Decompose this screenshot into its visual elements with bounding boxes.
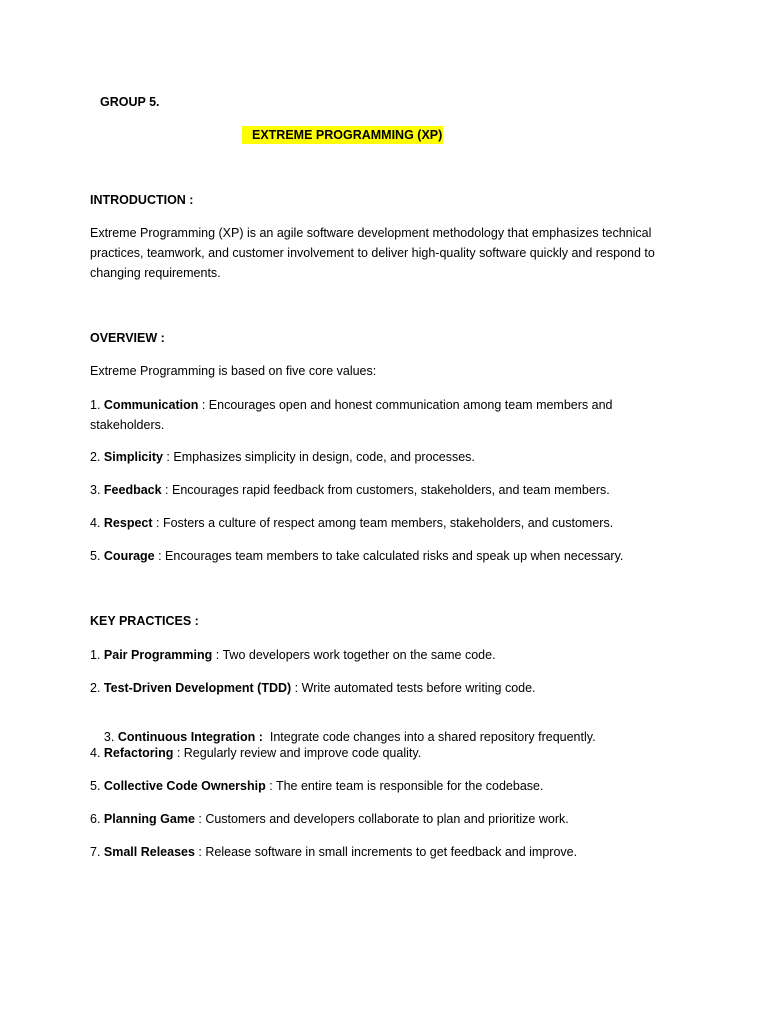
practice-term: Planning Game bbox=[103, 812, 195, 826]
core-value-description: : Encourages rapid feedback from customers, stakeholders, and team members. bbox=[161, 483, 610, 497]
practice-item bbox=[90, 680, 536, 696]
practice-term: Collective Code Ownership bbox=[103, 779, 266, 793]
practice-description: : Write automated tests before writing code. bbox=[291, 681, 536, 695]
core-value-number: 3. bbox=[90, 483, 104, 497]
core-value-number: 2. bbox=[90, 450, 104, 464]
core-value-term: Respect bbox=[103, 516, 153, 530]
practice-term: Refactoring bbox=[103, 746, 174, 760]
practice-number: 4. bbox=[90, 746, 104, 760]
core-value-term: Communication bbox=[103, 398, 199, 412]
practice-term: Continuous Integration : bbox=[117, 730, 263, 744]
practice-term: Pair Programming bbox=[103, 648, 213, 662]
core-value-description: : Fosters a culture of respect among team members, stakeholders, and customers. bbox=[152, 516, 614, 530]
practice-item bbox=[90, 844, 577, 860]
core-value-number: 5. bbox=[90, 549, 104, 563]
core-value-term: Feedback bbox=[103, 483, 162, 497]
practice-number: 7. bbox=[90, 845, 104, 859]
document-title: EXTREME PROGRAMMING (XP) bbox=[242, 126, 443, 144]
core-value-number: 4. bbox=[90, 516, 104, 530]
introduction-heading: INTRODUCTION : bbox=[90, 193, 194, 207]
core-value-number: 1. bbox=[90, 398, 104, 412]
practice-description: : Two developers work together on the same code. bbox=[212, 648, 496, 662]
practice-description: : Regularly review and improve code quality. bbox=[173, 746, 422, 760]
practice-description: : Customers and developers collaborate to plan and prioritize work. bbox=[194, 812, 569, 826]
practice-description: : Release software in small increments to get feedback and improve. bbox=[194, 845, 578, 859]
overview-intro: Extreme Programming is based on five core values: bbox=[90, 364, 377, 378]
practice-term: Test-Driven Development (TDD) bbox=[103, 681, 292, 695]
key-practices-heading: KEY PRACTICES : bbox=[90, 614, 199, 628]
core-value-item bbox=[90, 449, 475, 465]
core-value-item bbox=[90, 515, 613, 531]
core-value-item bbox=[90, 395, 650, 435]
practice-description: Integrate code changes into a shared repository frequently. bbox=[262, 730, 596, 744]
practice-item bbox=[90, 778, 543, 794]
practice-item bbox=[90, 745, 421, 761]
document-title-wrapper bbox=[242, 126, 443, 144]
practice-number: 6. bbox=[90, 812, 104, 826]
practice-number: 3. bbox=[103, 730, 118, 744]
practice-item bbox=[90, 647, 496, 663]
core-value-description: : Emphasizes simplicity in design, code, and processes. bbox=[162, 450, 475, 464]
core-value-term: Courage bbox=[103, 549, 155, 563]
introduction-paragraph: Extreme Programming (XP) is an agile software development methodology that emphasizes technical practices, teamwork, and customer involvement to deliver high-quality software quickly and respond to changing requirements. bbox=[90, 226, 655, 280]
practice-description: : The entire team is responsible for the codebase. bbox=[265, 779, 544, 793]
practice-number: 5. bbox=[90, 779, 104, 793]
core-value-item bbox=[90, 548, 623, 564]
core-value-description: : Encourages team members to take calculated risks and speak up when necessary. bbox=[154, 549, 624, 563]
core-value-description: : Encourages open and honest communication among team members and stakeholders. bbox=[90, 398, 613, 432]
practice-term: Small Releases bbox=[103, 845, 195, 859]
practice-number: 2. bbox=[90, 681, 104, 695]
core-value-item bbox=[90, 482, 610, 498]
practice-number: 1. bbox=[90, 648, 104, 662]
overview-heading: OVERVIEW : bbox=[90, 331, 165, 345]
core-value-term: Simplicity bbox=[103, 450, 163, 464]
group-label: GROUP 5. bbox=[100, 95, 160, 109]
practice-item bbox=[90, 811, 569, 827]
